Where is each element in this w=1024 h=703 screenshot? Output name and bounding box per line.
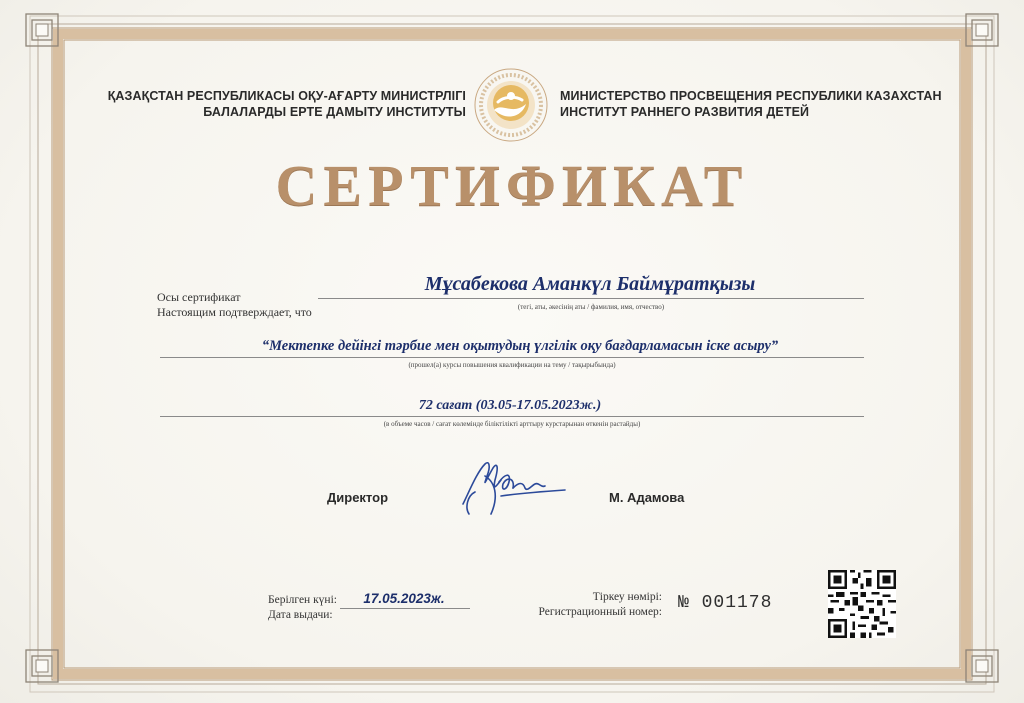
issue-date: 17.05.2023ж. [363, 591, 445, 606]
qr-code-icon [828, 570, 896, 638]
registration-number: № 001178 [678, 593, 773, 613]
recipient-caption: (тегі, аты, әкесінің аты / фамилия, имя, отчество) [517, 303, 665, 311]
header-left [66, 88, 466, 120]
header-right [560, 88, 960, 120]
course-title: “Мектепке дейінгі тәрбие мен оқытудың үлгілік оқу бағдарламасын іске асыру” [261, 338, 779, 354]
course-underline [160, 357, 864, 358]
hours-caption: (в объеме часов / сағат көлемінде біліктілікті арттыру курстарынан өткенін растайды) [383, 420, 641, 428]
director-name: М. Адамова [609, 490, 685, 505]
header-left-line2: БАЛАЛАРДЫ ЕРТЕ ДАМЫТУ ИНСТИТУТЫ [203, 105, 466, 119]
header-left-line1: ҚАЗАҚСТАН РЕСПУБЛИКАСЫ ОҚУ-АҒАРТУ МИНИСТРЛІГІ [107, 89, 466, 103]
recipient-label-kz: Осы сертификат [157, 290, 241, 304]
signature-icon [455, 452, 570, 530]
recipient-name: Мұсабекова Аманкүл Баймұратқызы [424, 273, 756, 295]
issue-date-label-ru: Дата выдачи: [268, 609, 333, 621]
course-caption: (прошел(а) курсы повышения квалификации на тему / тақырыбында) [408, 361, 616, 369]
issue-date-label-kz: Берілген күні: [268, 594, 337, 606]
header-right-line2: ИНСТИТУТ РАННЕГО РАЗВИТИЯ ДЕТЕЙ [560, 105, 810, 119]
issue-date-underline [340, 608, 470, 609]
certificate-title: СЕРТИФИКАТ [275, 153, 749, 218]
registration-label-ru: Регистрационный номер: [538, 606, 662, 618]
course-hours: 72 сағат (03.05-17.05.2023ж.) [418, 398, 602, 413]
header-right-line1: МИНИСТЕРСТВО ПРОСВЕЩЕНИЯ РЕСПУБЛИКИ КАЗАХСТАН [560, 89, 942, 103]
recipient-underline [318, 298, 864, 299]
institute-emblem-icon [472, 66, 550, 144]
hours-underline [160, 416, 864, 417]
director-label: Директор [327, 490, 389, 505]
registration-label-kz: Тіркеу нөмірі: [592, 591, 662, 603]
recipient-label-ru: Настоящим подтверждает, что [157, 305, 312, 319]
